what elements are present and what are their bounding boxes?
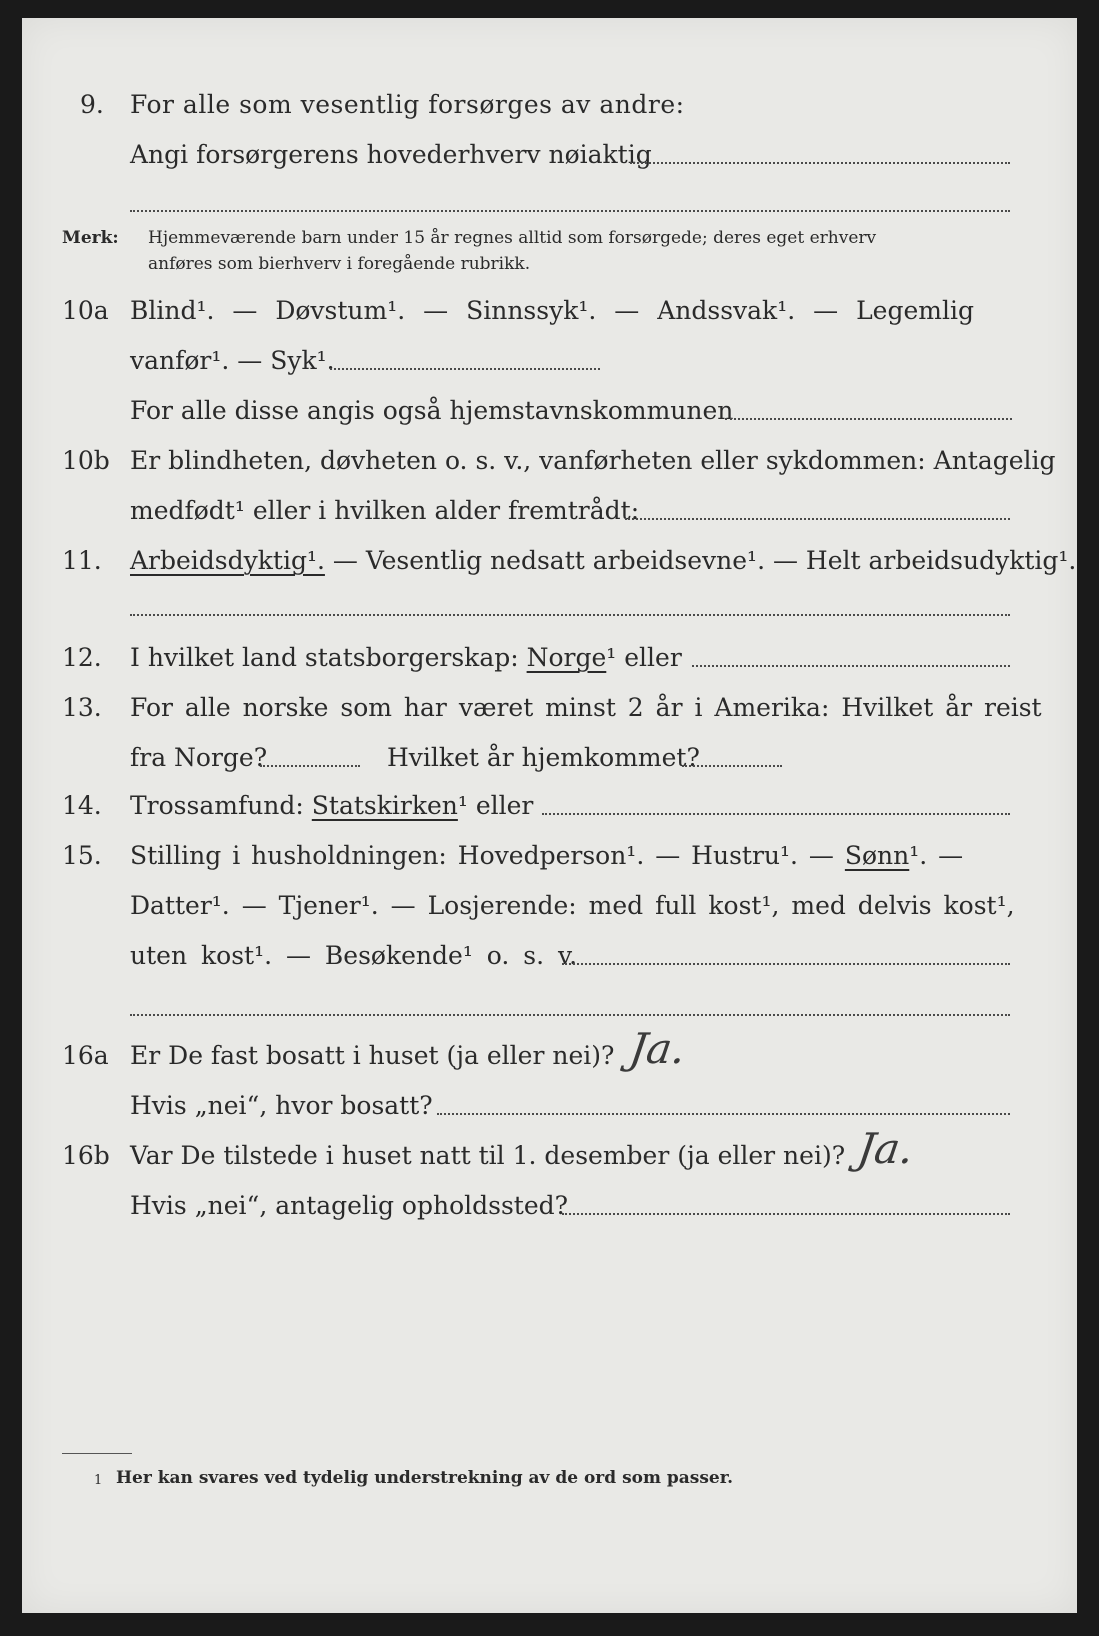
q11-answer-line[interactable] (130, 614, 1010, 616)
q15-option-sonn[interactable]: Sønn (844, 841, 910, 870)
q10a-number: 10a (62, 296, 109, 325)
q14-post: ¹ eller (457, 791, 534, 820)
q12-pre: I hvilket land statsborgerskap: (130, 643, 527, 672)
q13-hjemkommet-line[interactable] (682, 765, 782, 767)
q16a-line1: Er De fast bosatt i huset (ja eller nei)? (130, 1041, 615, 1070)
q16a-handwritten-answer: Ja. (626, 1024, 689, 1073)
q13-line1: For alle norske som har været minst 2 år i Amerika: Hvilket år reist (130, 693, 1042, 722)
census-form-page (22, 18, 1077, 1613)
q14-answer-line[interactable] (542, 813, 1010, 815)
q11-number: 11. (62, 546, 102, 575)
footnote-text: Her kan svares ved tydelig understrekning av de ord som passer. (116, 1468, 734, 1488)
footnote-rule (62, 1453, 132, 1454)
q13-reist-line[interactable] (260, 765, 360, 767)
q16b-line2: Hvis „nei“, antagelig opholdssted? (130, 1191, 569, 1220)
q9-line2: Angi forsørgerens hovederhverv nøiaktig (130, 140, 652, 169)
merk-line2: anføres som bierhverv i foregående rubrikk. (148, 254, 531, 274)
q15-line3: uten kost¹. — Besøkende¹ o. s. v. (130, 941, 578, 970)
q10b-number: 10b (62, 446, 110, 475)
q14-option-statskirken[interactable]: Statskirken (311, 791, 458, 820)
merk-label: Merk: (62, 228, 119, 248)
q11-rest: — Vesentlig nedsatt arbeidsevne¹. — Helt arbeidsudyktig¹. (324, 546, 1077, 575)
q12-text (130, 643, 682, 672)
q15-answer-line-2[interactable] (130, 1014, 1010, 1016)
q16a-number: 16a (62, 1041, 109, 1070)
q15-line1 (130, 841, 963, 870)
footnote-mark: 1 (94, 1473, 103, 1488)
q13-line2a: fra Norge? (130, 743, 268, 772)
q12-post: ¹ eller (606, 643, 682, 672)
q9-line1: For alle som vesentlig forsørges av andre: (130, 90, 685, 119)
q14-pre: Trossamfund: (130, 791, 312, 820)
q12-answer-line[interactable] (692, 665, 1010, 667)
q11-option-arbeidsdyktig[interactable]: Arbeidsdyktig¹. (130, 546, 325, 575)
q16a-answer-line[interactable] (437, 1113, 1010, 1115)
q13-line2b: Hvilket år hjemkommet? (387, 743, 700, 772)
q15-number: 15. (62, 841, 102, 870)
q12-option-norge[interactable]: Norge (526, 643, 607, 672)
q16b-line1: Var De tilstede i huset natt til 1. desember (ja eller nei)? (130, 1141, 846, 1170)
merk-line1: Hjemmeværende barn under 15 år regnes alltid som forsørgede; deres eget erhverv (148, 228, 877, 248)
q10a-line3: For alle disse angis også hjemstavnskommunen (130, 396, 734, 425)
q16b-answer-line[interactable] (562, 1213, 1010, 1215)
q10a-answer-line[interactable] (330, 368, 600, 370)
q9-answer-line[interactable] (630, 162, 1010, 164)
q15-line2: Datter¹. — Tjener¹. — Losjerende: med full kost¹, med delvis kost¹, (130, 891, 1015, 920)
q11-text (130, 546, 1076, 575)
q9-answer-line-2[interactable] (130, 210, 1010, 212)
q14-number: 14. (62, 791, 102, 820)
q16b-handwritten-answer: Ja. (854, 1124, 917, 1173)
q10a-line2: vanfør¹. — Syk¹. (130, 346, 335, 375)
q15-answer-line[interactable] (562, 963, 1010, 965)
q9-number: 9. (80, 90, 104, 119)
q10a-kommune-line[interactable] (725, 418, 1012, 420)
q16a-line2: Hvis „nei“, hvor bosatt? (130, 1091, 433, 1120)
q14-text (130, 791, 533, 820)
q10b-line2: medfødt¹ eller i hvilken alder fremtrådt: (130, 496, 640, 525)
q10a-line1: Blind¹. — Døvstum¹. — Sinnssyk¹. — Andssvak¹. — Legemlig (130, 296, 974, 325)
q12-number: 12. (62, 643, 102, 672)
q16b-number: 16b (62, 1141, 110, 1170)
q15-line1-pre: Stilling i husholdningen: Hovedperson¹. — Hustru¹. — (130, 841, 845, 870)
q10b-line1: Er blindheten, døvheten o. s. v., vanførheten eller sykdommen: Antagelig (130, 446, 1056, 475)
q10b-answer-line[interactable] (625, 518, 1010, 520)
q13-number: 13. (62, 693, 102, 722)
q15-line1-post: ¹. — (909, 841, 964, 870)
